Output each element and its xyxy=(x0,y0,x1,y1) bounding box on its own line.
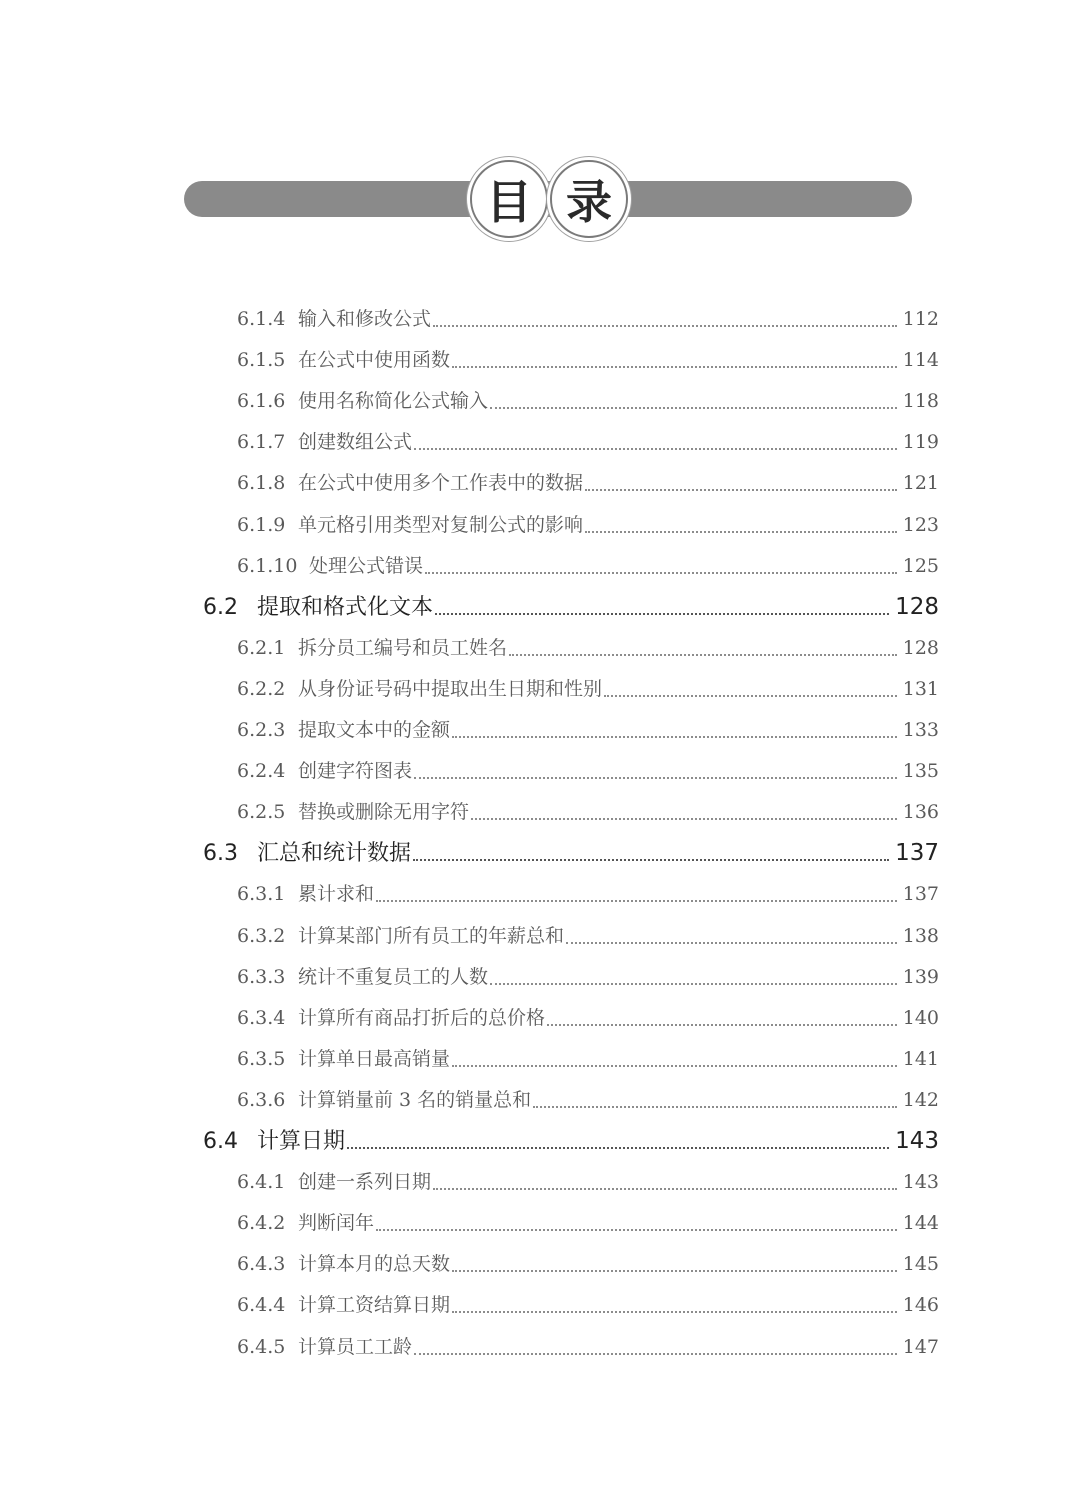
toc-entry-title: 创建一系列日期 xyxy=(298,1171,432,1193)
toc-entry-page-number: 139 xyxy=(902,966,939,988)
toc-subsection-entry[interactable] xyxy=(237,792,939,833)
toc-entry-number: 6.4.3 xyxy=(237,1253,286,1275)
dot-leader xyxy=(566,942,897,944)
toc-entry-page-number: 133 xyxy=(902,719,939,741)
toc-entry-page-number: 137 xyxy=(895,840,939,866)
toc-entry-number: 6.4.2 xyxy=(237,1212,286,1234)
toc-subsection-entry[interactable] xyxy=(237,422,939,463)
toc-entry-title: 在公式中使用多个工作表中的数据 xyxy=(298,472,584,494)
toc-entry-page-number: 118 xyxy=(902,390,939,412)
toc-entry-title: 计算销量前 3 名的销量总和 xyxy=(298,1089,532,1111)
toc-subsection-entry[interactable] xyxy=(237,463,939,504)
toc-entry-page-number: 146 xyxy=(902,1294,939,1316)
toc-subsection-entry[interactable] xyxy=(237,957,939,998)
toc-subsection-entry[interactable] xyxy=(237,710,939,751)
toc-subsection-entry[interactable] xyxy=(237,669,939,710)
toc-entry-title: 计算员工工龄 xyxy=(298,1336,413,1358)
toc-entry-number: 6.3.2 xyxy=(237,925,286,947)
toc-entry-title: 计算本月的总天数 xyxy=(298,1253,451,1275)
toc-entry-number: 6.1.10 xyxy=(237,555,298,577)
toc-entry-title: 计算所有商品打折后的总价格 xyxy=(298,1007,546,1029)
toc-subsection-entry[interactable] xyxy=(237,751,939,792)
toc-entry-title: 使用名称简化公式输入 xyxy=(298,390,489,412)
toc-entry-title: 输入和修改公式 xyxy=(298,308,432,330)
toc-entry-number: 6.4 xyxy=(203,1129,238,1154)
dot-leader xyxy=(452,736,897,738)
dot-leader xyxy=(414,777,897,779)
dot-leader xyxy=(509,654,897,656)
toc-entry-number: 6.2.3 xyxy=(237,719,286,741)
toc-entry-page-number: 125 xyxy=(902,555,939,577)
toc-entry-number: 6.2.5 xyxy=(237,801,286,823)
toc-entry-page-number: 143 xyxy=(902,1171,939,1193)
header-bar xyxy=(184,181,912,217)
toc-entry-title: 创建数组公式 xyxy=(298,431,413,453)
dot-leader xyxy=(414,1353,897,1355)
toc-entry-title: 创建字符图表 xyxy=(298,760,413,782)
toc-subsection-entry[interactable] xyxy=(237,546,939,587)
toc-entry-title: 单元格引用类型对复制公式的影响 xyxy=(298,514,584,536)
toc-entry-number: 6.2.4 xyxy=(237,760,286,782)
dot-leader xyxy=(585,531,897,533)
dot-leader xyxy=(585,489,897,491)
toc-entry-page-number: 147 xyxy=(902,1336,939,1358)
toc-entry-page-number: 123 xyxy=(902,514,939,536)
toc-entry-number: 6.2 xyxy=(203,595,238,620)
toc-entry-number: 6.1.4 xyxy=(237,308,286,330)
toc-entry-page-number: 119 xyxy=(902,431,939,453)
toc-entry-title: 判断闰年 xyxy=(298,1212,375,1234)
toc-entry-page-number: 143 xyxy=(895,1128,939,1154)
dot-leader xyxy=(452,1311,897,1313)
toc-section-entry[interactable] xyxy=(203,587,939,628)
toc-entry-title: 处理公式错误 xyxy=(309,555,424,577)
title-char-1: 目 xyxy=(470,160,548,238)
toc-section-entry[interactable] xyxy=(203,1121,939,1162)
toc-subsection-entry[interactable] xyxy=(237,1080,939,1121)
toc-entry-number: 6.1.6 xyxy=(237,390,286,412)
toc-subsection-entry[interactable] xyxy=(237,299,939,340)
dot-leader xyxy=(435,613,889,615)
dot-leader xyxy=(425,572,897,574)
dot-leader xyxy=(413,859,889,861)
toc-entry-number: 6.4.5 xyxy=(237,1336,286,1358)
toc-entry-number: 6.1.9 xyxy=(237,514,286,536)
toc-subsection-entry[interactable] xyxy=(237,916,939,957)
toc-subsection-entry[interactable] xyxy=(237,1285,939,1326)
toc-header-banner xyxy=(0,0,1080,260)
toc-entry-page-number: 121 xyxy=(902,472,939,494)
toc-subsection-entry[interactable] xyxy=(237,998,939,1039)
dot-leader xyxy=(414,448,897,450)
dot-leader xyxy=(452,366,897,368)
dot-leader xyxy=(347,1147,889,1149)
dot-leader xyxy=(533,1106,897,1108)
toc-entry-number: 6.3.1 xyxy=(237,883,286,905)
toc-entry-number: 6.4.4 xyxy=(237,1294,286,1316)
toc-entry-title: 计算单日最高销量 xyxy=(298,1048,451,1070)
dot-leader xyxy=(490,983,897,985)
toc-entry-page-number: 137 xyxy=(902,883,939,905)
toc-entry-page-number: 128 xyxy=(902,637,939,659)
toc-subsection-entry[interactable] xyxy=(237,1203,939,1244)
toc-entry-page-number: 131 xyxy=(902,678,939,700)
toc-section-entry[interactable] xyxy=(203,833,939,874)
toc-entry-title: 累计求和 xyxy=(298,883,375,905)
toc-entry-title: 计算日期 xyxy=(257,1129,346,1154)
toc-entry-title: 拆分员工编号和员工姓名 xyxy=(298,637,508,659)
dot-leader xyxy=(452,1270,897,1272)
toc-entry-page-number: 114 xyxy=(902,349,939,371)
toc-entry-title: 在公式中使用函数 xyxy=(298,349,451,371)
toc-entry-page-number: 135 xyxy=(902,760,939,782)
toc-entry-page-number: 141 xyxy=(902,1048,939,1070)
toc-entry-page-number: 128 xyxy=(895,594,939,620)
dot-leader xyxy=(433,325,897,327)
toc-entry-title: 计算工资结算日期 xyxy=(298,1294,451,1316)
toc-entry-page-number: 145 xyxy=(902,1253,939,1275)
toc-subsection-entry[interactable] xyxy=(237,1039,939,1080)
toc-subsection-entry[interactable] xyxy=(237,874,939,915)
toc-subsection-entry[interactable] xyxy=(237,505,939,546)
toc-entry-number: 6.3.3 xyxy=(237,966,286,988)
dot-leader xyxy=(490,407,897,409)
toc-entry-number: 6.3 xyxy=(203,841,238,866)
dot-leader xyxy=(376,1229,897,1231)
toc-subsection-entry[interactable] xyxy=(237,1162,939,1203)
dot-leader xyxy=(376,900,897,902)
toc-entry-number: 6.3.4 xyxy=(237,1007,286,1029)
toc-subsection-entry[interactable] xyxy=(237,1327,939,1368)
toc-subsection-entry[interactable] xyxy=(237,1244,939,1285)
toc-entry-title: 从身份证号码中提取出生日期和性别 xyxy=(298,678,603,700)
toc-entry-page-number: 112 xyxy=(902,308,939,330)
toc-subsection-entry[interactable] xyxy=(237,628,939,669)
dot-leader xyxy=(604,695,897,697)
toc-entry-number: 6.1.7 xyxy=(237,431,286,453)
toc-subsection-entry[interactable] xyxy=(237,381,939,422)
toc-entry-title: 提取文本中的金额 xyxy=(298,719,451,741)
toc-entry-page-number: 136 xyxy=(902,801,939,823)
toc-entry-number: 6.3.6 xyxy=(237,1089,286,1111)
toc-entry-title: 提取和格式化文本 xyxy=(257,595,434,620)
dot-leader xyxy=(547,1024,897,1026)
toc-entry-number: 6.3.5 xyxy=(237,1048,286,1070)
toc-subsection-entry[interactable] xyxy=(237,340,939,381)
dot-leader xyxy=(452,1065,897,1067)
toc-entry-page-number: 138 xyxy=(902,925,939,947)
toc-entry-number: 6.1.5 xyxy=(237,349,286,371)
toc-entry-title: 计算某部门所有员工的年薪总和 xyxy=(298,925,565,947)
toc-entry-title: 汇总和统计数据 xyxy=(257,841,412,866)
toc-entry-number: 6.2.2 xyxy=(237,678,286,700)
dot-leader xyxy=(471,818,897,820)
toc-entry-number: 6.2.1 xyxy=(237,637,286,659)
toc-entry-number: 6.1.8 xyxy=(237,472,286,494)
title-char-2: 录 xyxy=(550,160,628,238)
dot-leader xyxy=(433,1188,897,1190)
toc-entry-page-number: 144 xyxy=(902,1212,939,1234)
toc-entry-page-number: 140 xyxy=(902,1007,939,1029)
toc-entry-title: 统计不重复员工的人数 xyxy=(298,966,489,988)
toc-entry-title: 替换或删除无用字符 xyxy=(298,801,470,823)
toc-entry-number: 6.4.1 xyxy=(237,1171,286,1193)
toc-entry-page-number: 142 xyxy=(902,1089,939,1111)
